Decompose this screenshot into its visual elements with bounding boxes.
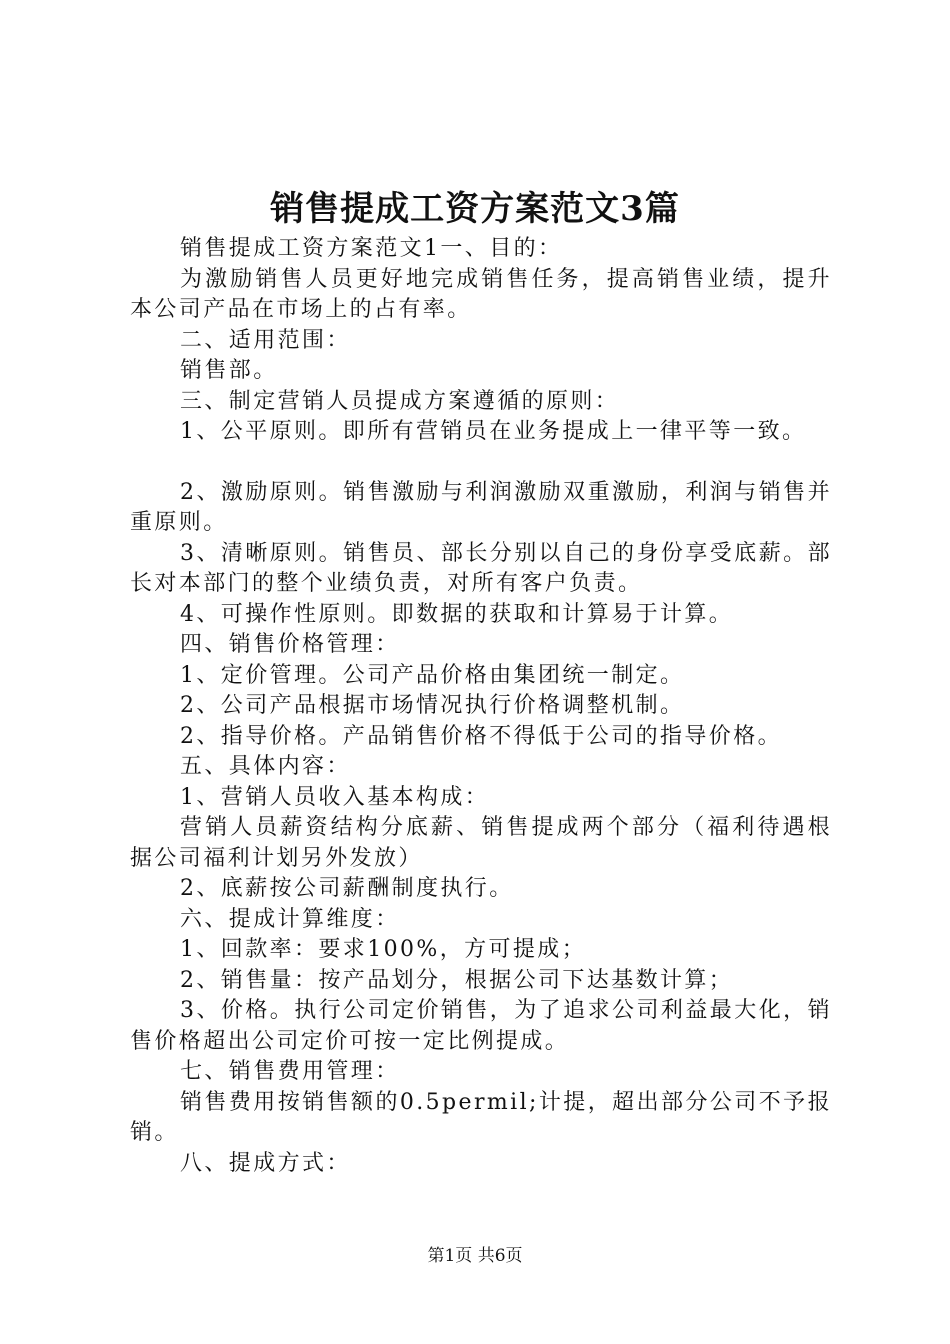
paragraph-purpose: 为激励销售人员更好地完成销售任务，提高销售业绩，提升本公司产品在市场上的占有率。 [130,266,832,322]
heading-dimensions: 六、提成计算维度： [180,906,400,932]
principle-incentive: 2、激励原则。销售激励与利润激励双重激励，利润与销售并重原则。 [130,479,832,535]
principle-clarity: 3、清晰原则。销售员、部长分别以自己的身份享受底薪。部长对本部门的整个业绩负责，对所有客户负责。 [130,540,832,596]
paragraph-scope: 销售部。 [180,358,278,383]
heading-content: 五、具体内容： [180,754,351,779]
dimension-item-3: 3、价格。执行公司定价销售，为了追求公司利益最大化，销售价格超出公司定价可按一定比例提成。 [130,998,832,1054]
principle-operability: 4、可操作性原则。即数据的获取和计算易于计算。 [180,601,734,627]
heading-scope: 二、适用范围： [180,327,351,353]
price-item-1: 1、定价管理。公司产品价格由集团统一制定。 [180,662,685,688]
content-item-2: 2、底薪按公司薪酬制度执行。 [180,876,514,901]
paragraph-spacer [130,448,832,478]
content-paragraph-salary: 营销人员薪资结构分底薪、销售提成两个部分（福利待遇根据公司福利计划另外发放） [130,815,832,871]
heading-price-management: 四、销售价格管理： [180,632,400,657]
price-item-3: 2、指导价格。产品销售价格不得低于公司的指导价格。 [180,723,782,749]
document-title: 销售提成工资方案范文3篇 [270,189,680,229]
price-item-2: 2、公司产品根据市场情况执行价格调整机制。 [180,693,685,718]
heading-principles: 三、制定营销人员提成方案遵循的原则： [180,388,620,414]
page-number: 第1页 共6页 [427,1246,523,1266]
paragraph-intro: 销售提成工资方案范文1一、目的： [180,236,563,261]
heading-expense: 七、销售费用管理： [180,1059,400,1084]
heading-commission-method: 八、提成方式： [180,1150,351,1176]
principle-fairness: 1、公平原则。即所有营销员在业务提成上一律平等一致。 [180,419,807,444]
dimension-item-1: 1、回款率：要求100%，方可提成； [180,937,587,962]
expense-paragraph: 销售费用按销售额的0.5permil;计提，超出部分公司不予报销。 [130,1089,832,1145]
document-body [130,234,832,1179]
dimension-item-2: 2、销售量：按产品划分，根据公司下达基数计算； [180,967,734,993]
content-item-1: 1、营销人员收入基本构成： [180,784,490,810]
